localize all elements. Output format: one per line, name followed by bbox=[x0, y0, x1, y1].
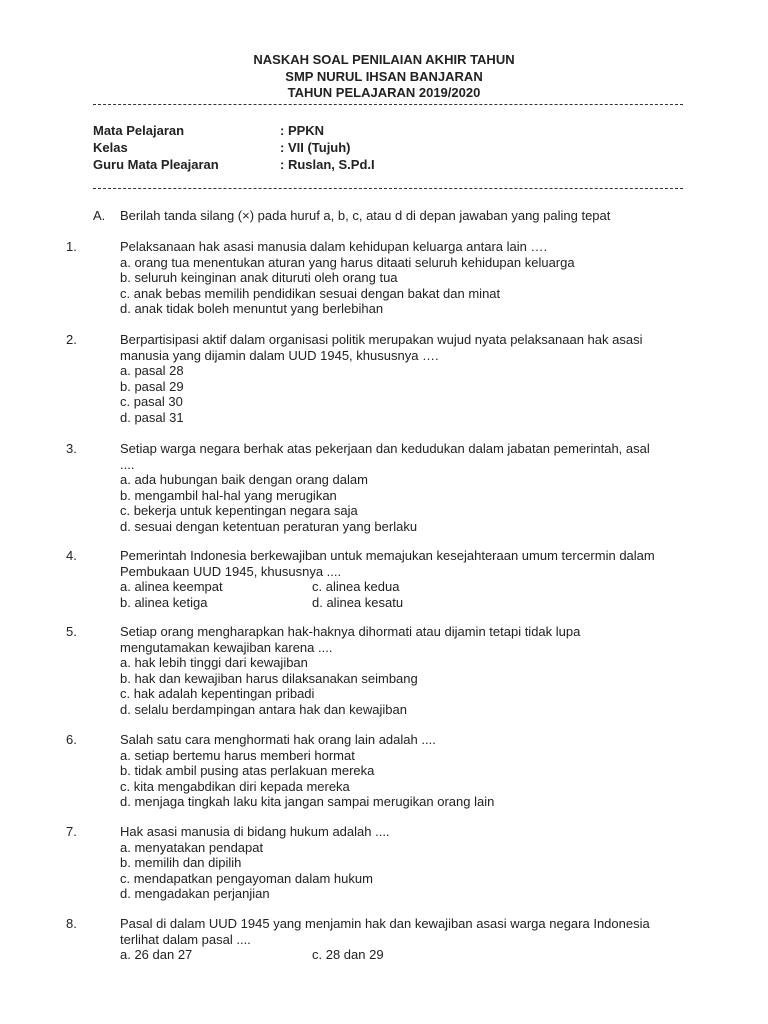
dashed-divider bbox=[93, 188, 683, 189]
question-text: Setiap orang mengharapkan hak-haknya dihormati atau dijamin tetapi tidak lupa mengutamakan kewajiban karena .... bbox=[120, 624, 581, 655]
title-line: SMP NURUL IHSAN BANJARAN bbox=[285, 68, 483, 84]
answer-option[interactable]: b. mengambil hal-hal yang merugikan bbox=[120, 487, 337, 503]
answer-options bbox=[93, 655, 660, 717]
question-text: Berpartisipasi aktif dalam organisasi politik merupakan wujud nyata pelaksanaan hak asasi manusia yang dijamin dalam UUD 1945, khususnya …. bbox=[120, 332, 643, 363]
dashed-divider bbox=[93, 104, 683, 105]
answer-option[interactable]: d. pasal 31 bbox=[120, 409, 184, 425]
question-number: 6. bbox=[66, 732, 77, 747]
section-instruction bbox=[93, 208, 610, 224]
answer-option[interactable]: d. mengadakan perjanjian bbox=[120, 886, 270, 901]
answer-option[interactable]: a. ada hubungan baik dengan orang dalam bbox=[120, 472, 368, 487]
question-text: Pelaksanaan hak asasi manusia dalam kehidupan keluarga antara lain …. bbox=[120, 239, 548, 254]
question-3 bbox=[66, 441, 660, 534]
info-value: : Ruslan, S.Pd.I bbox=[280, 157, 375, 172]
question-1 bbox=[66, 239, 660, 317]
question-number: 5. bbox=[66, 624, 77, 639]
info-row-class bbox=[93, 139, 375, 156]
answer-options bbox=[93, 363, 660, 425]
answer-option[interactable]: d. menjaga tingkah laku kita jangan sampai merugikan orang lain bbox=[120, 794, 495, 809]
question-number: 2. bbox=[66, 332, 77, 347]
answer-option[interactable]: c. alinea kedua bbox=[312, 579, 400, 594]
answer-options bbox=[93, 748, 660, 810]
document-title bbox=[0, 52, 768, 102]
question-text: Pasal di dalam UUD 1945 yang menjamin hak dan kewajiban asasi warga negara Indonesia terlihat dalam pasal .... bbox=[120, 916, 650, 947]
question-stem bbox=[66, 239, 660, 255]
answer-option[interactable]: d. alinea kesatu bbox=[312, 594, 404, 610]
question-8 bbox=[66, 916, 660, 963]
answer-option[interactable]: b. memilih dan dipilih bbox=[120, 855, 242, 870]
answer-option[interactable]: c. hak adalah kepentingan pribadi bbox=[120, 686, 315, 701]
question-stem bbox=[66, 624, 660, 655]
answer-option[interactable]: c. anak bebas memilih pendidikan sesuai dengan bakat dan minat bbox=[120, 285, 501, 301]
info-value: : VII (Tujuh) bbox=[280, 140, 351, 155]
answer-option[interactable]: c. bekerja untuk kepentingan negara saja bbox=[120, 503, 358, 518]
answer-option[interactable]: b. pasal 29 bbox=[120, 378, 184, 394]
question-stem bbox=[66, 332, 660, 363]
answer-option[interactable]: a. orang tua menentukan aturan yang harus ditaati seluruh kehidupan keluarga bbox=[120, 254, 575, 270]
answer-options bbox=[93, 840, 660, 902]
question-stem bbox=[66, 441, 660, 472]
answer-option[interactable]: a. pasal 28 bbox=[120, 363, 184, 378]
instruction-text: Berilah tanda silang (×) pada huruf a, b, c, atau d di depan jawaban yang paling tepat bbox=[120, 208, 611, 223]
answer-option[interactable]: d. sesuai dengan ketentuan peraturan yang berlaku bbox=[120, 518, 418, 534]
question-6 bbox=[66, 732, 660, 810]
question-number: 1. bbox=[66, 239, 77, 254]
answer-options bbox=[93, 579, 660, 610]
question-7 bbox=[66, 824, 660, 902]
info-row-subject bbox=[93, 122, 375, 139]
title-line: NASKAH SOAL PENILAIAN AKHIR TAHUN bbox=[253, 52, 515, 67]
question-number: 7. bbox=[66, 824, 77, 839]
section-number: A. bbox=[93, 208, 106, 223]
answer-option[interactable]: b. seluruh keinginan anak dituruti oleh orang tua bbox=[120, 270, 398, 285]
answer-option[interactable]: c. mendapatkan pengayoman dalam hukum bbox=[120, 870, 373, 886]
answer-option[interactable]: a. alinea keempat bbox=[120, 579, 223, 594]
question-text: Setiap warga negara berhak atas pekerjaan dan kedudukan dalam jabatan pemerintah, asal .... bbox=[120, 441, 650, 472]
title-line: TAHUN PELAJARAN 2019/2020 bbox=[287, 85, 481, 100]
question-4 bbox=[66, 548, 660, 610]
answer-options bbox=[93, 947, 660, 963]
info-row-teacher bbox=[93, 156, 375, 173]
answer-option[interactable]: a. menyatakan pendapat bbox=[120, 839, 264, 855]
answer-options bbox=[93, 472, 660, 534]
question-text: Salah satu cara menghormati hak orang lain adalah .... bbox=[120, 732, 436, 747]
question-stem bbox=[66, 824, 660, 840]
answer-option[interactable]: c. 28 dan 29 bbox=[312, 947, 384, 962]
answer-option[interactable]: a. 26 dan 27 bbox=[120, 947, 193, 962]
answer-option[interactable]: d. selalu berdampingan antara hak dan kewajiban bbox=[120, 701, 407, 717]
info-label: Mata Pelajaran bbox=[93, 123, 185, 138]
info-label: Kelas bbox=[93, 140, 128, 155]
question-stem bbox=[66, 916, 660, 947]
answer-option[interactable]: a. setiap bertemu harus memberi hormat bbox=[120, 747, 355, 763]
answer-option[interactable]: a. hak lebih tinggi dari kewajiban bbox=[120, 655, 308, 670]
exam-info bbox=[93, 122, 375, 173]
answer-option[interactable]: b. alinea ketiga bbox=[120, 594, 208, 610]
answer-option[interactable]: d. anak tidak boleh menuntut yang berlebihan bbox=[120, 301, 384, 316]
info-value: : PPKN bbox=[280, 123, 325, 138]
question-stem bbox=[66, 732, 660, 748]
question-text: Hak asasi manusia di bidang hukum adalah .... bbox=[120, 824, 390, 839]
question-text: Pemerintah Indonesia berkewajiban untuk memajukan kesejahteraan umum tercermin dalam Pembukaan UUD 1945, khususnya .... bbox=[120, 548, 655, 579]
answer-option[interactable]: b. tidak ambil pusing atas perlakuan mereka bbox=[120, 763, 375, 778]
question-stem bbox=[66, 548, 660, 579]
question-number: 8. bbox=[66, 916, 77, 931]
question-5 bbox=[66, 624, 660, 717]
answer-options bbox=[93, 255, 660, 317]
question-number: 3. bbox=[66, 441, 77, 456]
answer-option[interactable]: c. pasal 30 bbox=[120, 394, 183, 409]
answer-option[interactable]: c. kita mengabdikan diri kepada mereka bbox=[120, 778, 350, 794]
info-label: Guru Mata Pleajaran bbox=[93, 157, 219, 172]
answer-option[interactable]: b. hak dan kewajiban harus dilaksanakan seimbang bbox=[120, 670, 418, 686]
question-number: 4. bbox=[66, 548, 77, 563]
question-2 bbox=[66, 332, 660, 425]
